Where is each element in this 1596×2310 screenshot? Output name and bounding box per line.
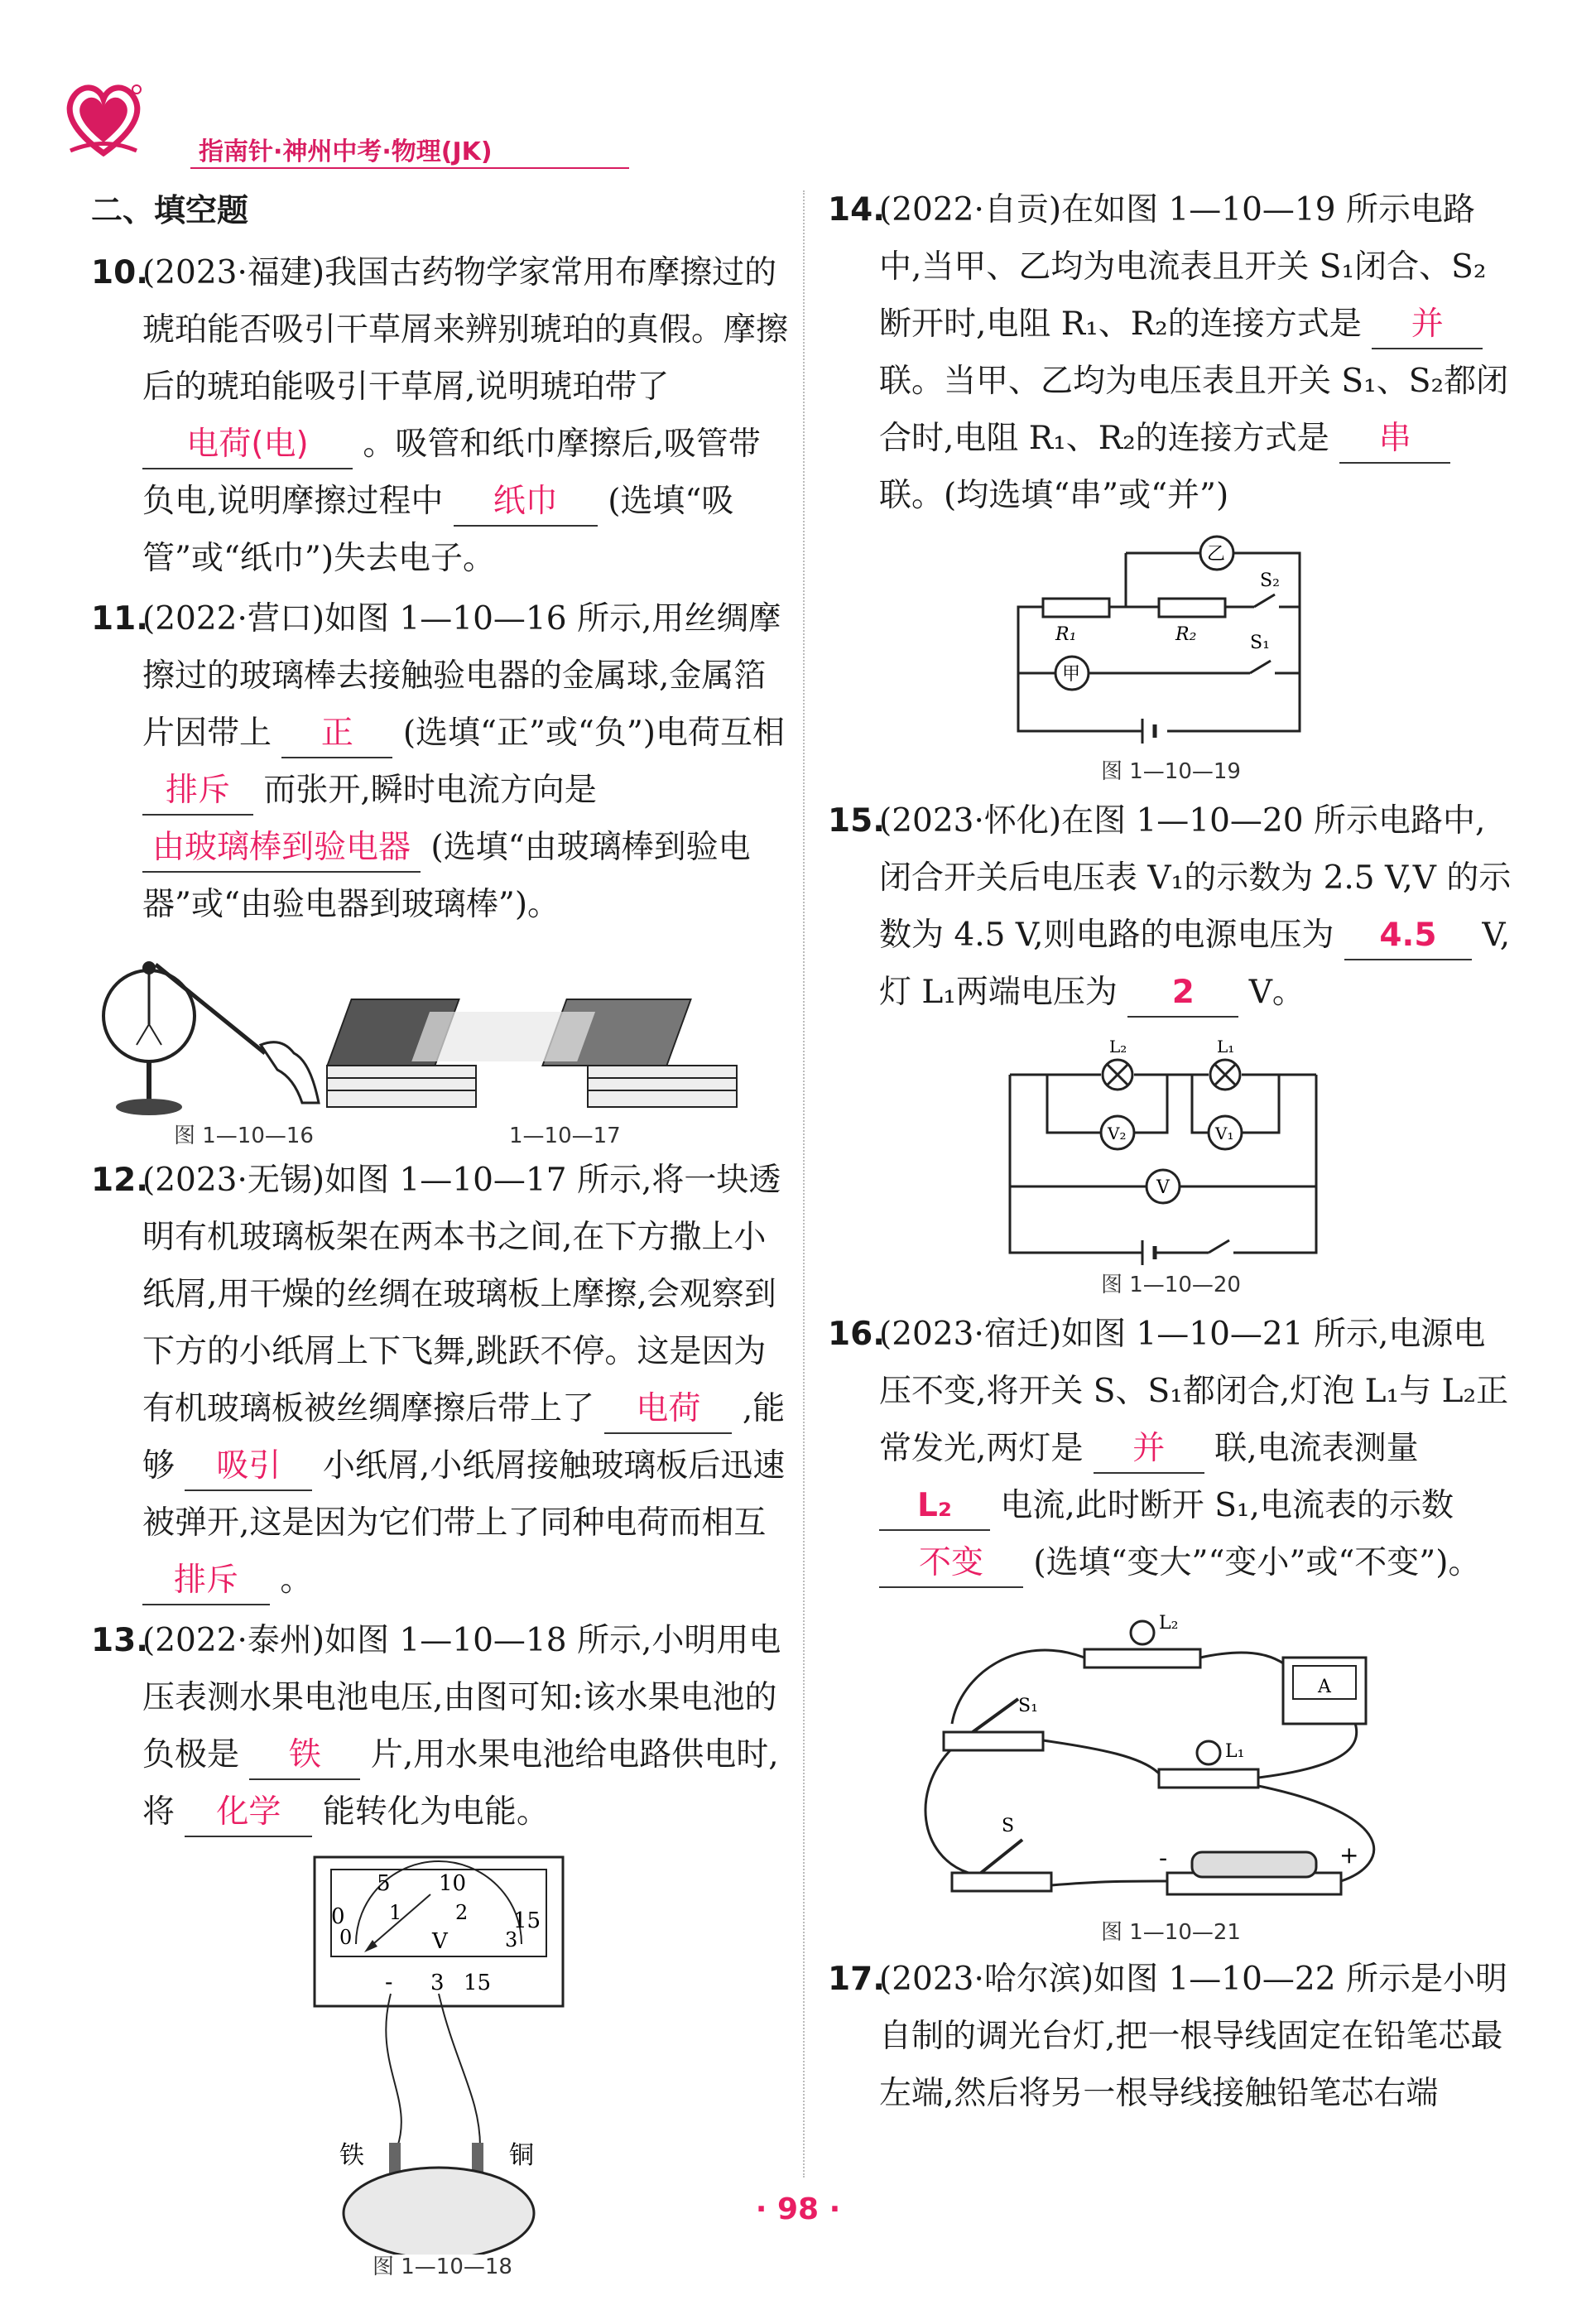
question-text: (2022·自贡)在如图 1—10—19 所示电路中,当甲、乙均为电流表且开关 S₁闭合、S₂断开时,电阻 R₁、R₂的连接方式是: [879, 191, 1487, 343]
lamp-label: L₂: [1109, 1037, 1127, 1056]
scale-label: 15: [513, 1908, 541, 1933]
meter-label: 乙: [1207, 544, 1226, 565]
scale-label: 0: [339, 1926, 353, 1949]
question-text: (选填“吸管”或“纸巾”)失去电子。: [142, 483, 734, 577]
book-heart-logo-icon: [58, 75, 149, 166]
switch-label: S: [1002, 1816, 1015, 1836]
electroscope-and-glass-figure: [91, 941, 791, 1148]
header-rule: [190, 167, 629, 169]
question-number: 16.: [828, 1316, 886, 1353]
question-text: 片,用水果电池给电路供电时,将: [142, 1736, 779, 1831]
figure-caption: 图 1—10—19: [1101, 759, 1241, 784]
copper-label: 铜: [509, 2141, 534, 2170]
voltmeter-label: V₁: [1215, 1124, 1234, 1143]
left-column: [91, 182, 791, 2283]
terminal-label: -: [385, 1968, 393, 1995]
question-10: [91, 244, 791, 587]
answer-blank[interactable]: 不变: [879, 1540, 1023, 1588]
question-text: 联,电流表测量: [1214, 1430, 1419, 1467]
answer-blank[interactable]: 电荷(电): [142, 421, 353, 469]
answer-blank[interactable]: 化学: [185, 1789, 312, 1837]
question-text: 小纸屑,小纸屑接触玻璃板后迅速被弹开,这是因为它们带上了同种电荷而相互: [142, 1447, 786, 1542]
question-number: 12.: [91, 1162, 149, 1199]
question-text: (2023·无锡)如图 1—10—17 所示,将一块透明有机玻璃板架在两本书之间,在下方撒上小纸屑,用干燥的丝绸在玻璃板上摩擦,会观察到下方的小纸屑上下飞舞,跳跃不停。这是因为有机玻璃板被丝绸摩擦后带上了: [142, 1162, 781, 1427]
column-divider: [803, 190, 805, 2178]
figure-caption: 图 1—10—20: [1101, 1273, 1241, 1297]
scale-label: 5: [377, 1871, 391, 1896]
ammeter-label: A: [1318, 1677, 1331, 1697]
question-number: 15.: [828, 802, 886, 840]
voltmeter-label: V: [1156, 1177, 1170, 1198]
question-14: [828, 181, 1515, 524]
question-text: 电流,此时断开 S₁,电流表的示数: [1000, 1487, 1454, 1524]
circuit-diagram-20: [828, 1029, 1515, 1269]
question-text: 而张开,瞬时电流方向是: [263, 772, 597, 809]
figures-16-17: [91, 941, 791, 1148]
answer-blank[interactable]: 排斥: [142, 1557, 270, 1605]
answer-blank[interactable]: L₂: [879, 1483, 990, 1531]
answer-blank[interactable]: 正: [281, 710, 392, 758]
question-number: 10.: [91, 254, 149, 291]
page-number: · 98 ·: [755, 2192, 841, 2226]
question-text: V。: [1248, 974, 1305, 1011]
question-number: 13.: [91, 1622, 149, 1659]
circuit-diagram-19: [828, 532, 1515, 756]
figure-caption: 1—10—17: [509, 1124, 621, 1148]
question-text: (2022·泰州)如图 1—10—18 所示,小明用电压表测水果电池电压,由图可知:该水果电池的负极是: [142, 1622, 781, 1773]
battery-minus-label: -: [1159, 1844, 1168, 1873]
question-text: 。吸管和纸巾摩擦后,吸管带负电,说明摩擦过程中: [142, 426, 761, 520]
answer-blank[interactable]: 电荷: [604, 1386, 732, 1434]
scale-label: 1: [389, 1901, 402, 1924]
question-text: (2023·怀化)在图 1—10—20 所示电路中,闭合开关后电压表 V₁的示数为 2.5 V,V 的示数为 4.5 V,则电路的电源电压为: [879, 802, 1512, 954]
answer-blank[interactable]: 由玻璃棒到验电器: [142, 825, 421, 873]
question-text: ,能够: [142, 1390, 786, 1485]
section-title: 二、填空题: [91, 192, 249, 229]
question-text: (2023·福建)我国古药物学家常用布摩擦过的琥珀能否吸引干草屑来辨别琥珀的真假。摩擦后的琥珀能吸引干草屑,说明琥珀带了: [142, 254, 789, 406]
answer-blank[interactable]: 并: [1372, 301, 1483, 349]
answer-blank[interactable]: 4.5: [1344, 912, 1472, 960]
resistor-label: R₁: [1055, 624, 1077, 645]
question-15: [828, 792, 1515, 1021]
figure-caption: 图 1—10—18: [373, 2255, 512, 2279]
physical-circuit-21: [828, 1600, 1515, 1914]
scale-label: 10: [439, 1871, 467, 1896]
figure-19: [828, 532, 1515, 789]
question-text: (2023·哈尔滨)如图 1—10—22 所示是小明自制的调光台灯,把一根导线固定在铅笔芯最左端,然后将另一根导线接触铅笔芯右端: [879, 1961, 1507, 2112]
answer-blank[interactable]: 铁: [249, 1732, 360, 1780]
voltmeter-label: V₂: [1108, 1124, 1127, 1143]
question-number: 11.: [91, 600, 149, 638]
question-text: 能转化为电能。: [322, 1793, 549, 1831]
question-text: (选填“变大”“变小”或“不变”)。: [1033, 1544, 1481, 1581]
question-text: (选填“由玻璃棒到验电器”或“由验电器到玻璃棒”)。: [142, 829, 751, 923]
question-text: 联。(均选填“串”或“并”): [879, 477, 1229, 514]
figure-caption: 图 1—10—16: [174, 1124, 314, 1148]
scale-label: 0: [331, 1904, 345, 1929]
answer-blank[interactable]: 2: [1127, 970, 1238, 1018]
question-text: (2022·营口)如图 1—10—16 所示,用丝绸摩擦过的玻璃棒去接触验电器的金属球,金属箔片因带上: [142, 600, 781, 752]
resistor-label: R₂: [1175, 624, 1197, 645]
question-11: [91, 590, 791, 933]
battery-plus-label: +: [1339, 1841, 1359, 1869]
question-16: [828, 1306, 1515, 1591]
header-title: 指南针·神州中考·物理(JK): [199, 137, 493, 166]
question-17: [828, 1951, 1515, 2122]
question-12: [91, 1152, 791, 1609]
right-column: [828, 178, 1515, 2122]
switch-label: S₂: [1260, 570, 1280, 591]
lamp-label: L₂: [1159, 1613, 1179, 1634]
iron-label: 铁: [339, 2141, 364, 2170]
switch-label: S₁: [1250, 633, 1270, 653]
question-text: 。: [280, 1562, 313, 1599]
question-number: 14.: [828, 191, 886, 229]
question-text: V,灯 L₁两端电压为: [879, 917, 1511, 1011]
lamp-label: L₁: [1217, 1037, 1235, 1056]
question-text: (选填“正”或“负”)电荷互相: [402, 715, 786, 752]
terminal-label: 3: [430, 1971, 445, 1995]
lamp-label: L₁: [1225, 1741, 1245, 1762]
question-number: 17.: [828, 1961, 886, 1998]
figure-21: [828, 1600, 1515, 1947]
answer-blank[interactable]: 串: [1339, 416, 1450, 464]
scale-label: 2: [455, 1901, 469, 1924]
answer-blank[interactable]: 吸引: [185, 1443, 312, 1491]
scale-label: 3: [505, 1928, 518, 1951]
figure-20: [828, 1029, 1515, 1302]
switch-label: S₁: [1018, 1696, 1038, 1716]
figure-caption: 图 1—10—21: [1101, 1920, 1241, 1945]
page-header: [50, 50, 596, 174]
answer-blank[interactable]: 排斥: [142, 768, 253, 816]
question-text: (2023·宿迁)如图 1—10—21 所示,电源电压不变,将开关 S、S₁都闭合,灯泡 L₁与 L₂正常发光,两灯是: [879, 1316, 1509, 1467]
answer-blank[interactable]: 并: [1094, 1426, 1204, 1474]
question-13: [91, 1612, 791, 1841]
meter-label: 甲: [1062, 664, 1081, 685]
answer-blank[interactable]: 纸巾: [454, 479, 598, 527]
terminal-label: 15: [464, 1971, 492, 1995]
unit-label: V: [432, 1929, 448, 1954]
question-text: 联。当甲、乙均为电压表且开关 S₁、S₂都闭合时,电阻 R₁、R₂的连接方式是: [879, 363, 1509, 457]
